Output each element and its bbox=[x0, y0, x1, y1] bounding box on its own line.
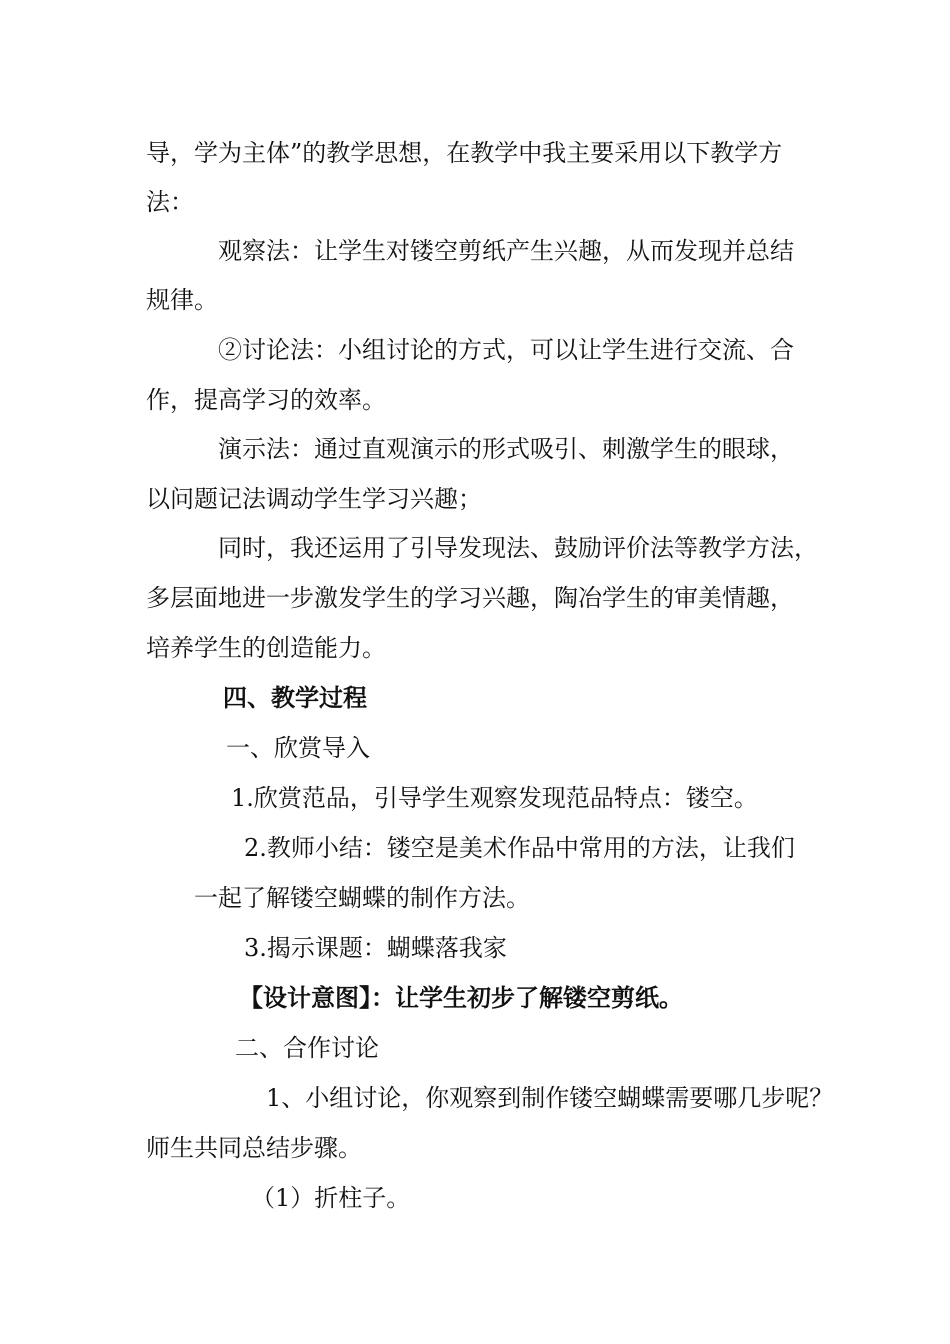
text-line: 3.揭示课题：蝴蝶落我家 bbox=[244, 934, 507, 962]
text-line: 以问题记法调动学生学习兴趣； bbox=[146, 485, 482, 513]
text-line: 一起了解镂空蝴蝶的制作方法。 bbox=[194, 884, 530, 912]
design-intent-note: 【设计意图】：让学生初步了解镂空剪纸。 bbox=[239, 984, 683, 1012]
text-line: 2.教师小结：镂空是美术作品中常用的方法，让我们 bbox=[244, 834, 795, 862]
text-line: 法： bbox=[146, 188, 194, 216]
text-line: ②讨论法：小组讨论的方式，可以让学生进行交流、合 bbox=[218, 336, 794, 364]
text-line: 导，学为主体”的教学思想，在教学中我主要采用以下教学方 bbox=[146, 139, 783, 167]
text-line: 师生共同总结步骤。 bbox=[146, 1134, 362, 1162]
text-line: 规律。 bbox=[146, 286, 218, 314]
text-line: 作，提高学习的效率。 bbox=[146, 386, 386, 414]
text-line: 演示法：通过直观演示的形式吸引、刺激学生的眼球， bbox=[218, 435, 794, 463]
text-line: 1、小组讨论，你观察到制作镂空蝴蝶需要哪几步呢？ bbox=[266, 1084, 834, 1112]
section-heading: 四、教学过程 bbox=[223, 684, 367, 712]
text-line: （1）折柱子。 bbox=[251, 1184, 411, 1212]
text-line: 同时，我还运用了引导发现法、鼓励评价法等教学方法， bbox=[218, 534, 818, 562]
subsection-heading: 二、合作讨论 bbox=[235, 1034, 379, 1062]
text-line: 观察法：让学生对镂空剪纸产生兴趣，从而发现并总结 bbox=[218, 237, 794, 265]
subsection-heading: 一、欣赏导入 bbox=[226, 734, 370, 762]
text-line: 多层面地进一步激发学生的学习兴趣，陶冶学生的审美情趣， bbox=[146, 584, 794, 612]
text-line: 1.欣赏范品，引导学生观察发现范品特点：镂空。 bbox=[231, 784, 758, 812]
text-line: 培养学生的创造能力。 bbox=[146, 634, 386, 662]
